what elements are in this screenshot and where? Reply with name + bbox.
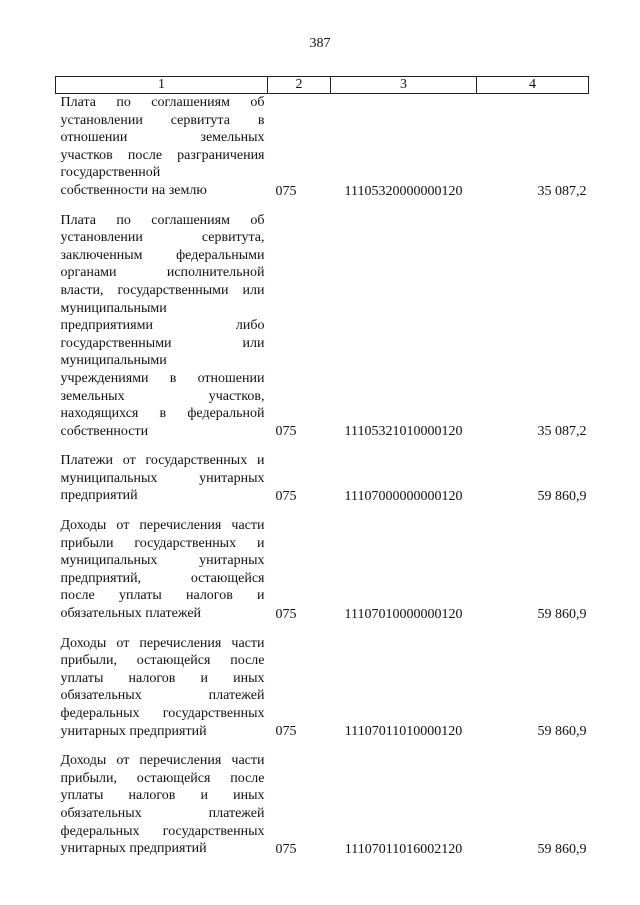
row-name-line: заключенным федеральными — [60, 247, 265, 263]
row-amount: 59 860,9 — [537, 841, 587, 857]
row-name-line: уплаты налогов и иных — [60, 788, 265, 804]
row-name-line: уплаты налогов и иных — [60, 670, 265, 686]
column-header-admin: 2 — [268, 77, 331, 94]
row-name-line: власти, государственными или — [60, 282, 265, 298]
budget-table — [55, 76, 589, 858]
table-header — [56, 77, 589, 94]
row-spacer — [56, 440, 589, 452]
row-name-line: предприятий, остающейся — [60, 570, 265, 586]
row-admin-code: 075 — [275, 724, 297, 740]
row-name-line: государственными или — [60, 335, 265, 351]
row-name-line: прибыли, остающейся после — [60, 653, 265, 669]
row-spacer — [56, 505, 589, 517]
row-name-line: собственности на землю — [60, 182, 207, 198]
row-name-line: предприятий — [60, 488, 138, 504]
row-name-line: муниципальных унитарных — [60, 470, 265, 486]
row-name-line: федеральных государственных — [60, 823, 265, 839]
table-row — [56, 517, 589, 623]
row-classification-code: 11107011016002120 — [344, 841, 463, 857]
row-name-line: прибыли государственных и — [60, 535, 265, 551]
table-row — [56, 635, 589, 741]
row-name-line: обязательных платежей — [60, 805, 265, 821]
row-name-line: Плата по соглашениям об — [60, 212, 265, 228]
column-header-name: 1 — [56, 77, 268, 94]
row-amount: 59 860,9 — [537, 724, 587, 740]
row-classification-code: 11107011010000120 — [344, 724, 463, 740]
row-name-line: прибыли, остающейся после — [60, 770, 265, 786]
row-name — [56, 94, 268, 200]
row-name-line: Плата по соглашениям об — [60, 95, 265, 110]
row-name — [56, 752, 268, 858]
row-name-line: установлении сервитута в — [60, 112, 265, 128]
table-row — [56, 452, 589, 505]
row-name-line: Платежи от государственных и — [60, 453, 265, 469]
row-name-line: отношении земельных — [60, 130, 265, 146]
table-row — [56, 752, 589, 858]
row-name-line: собственности — [60, 423, 149, 439]
row-name-line: земельных участков, — [60, 388, 265, 404]
row-name-line: муниципальными — [60, 300, 167, 316]
row-classification-code: 11107010000000120 — [344, 606, 463, 622]
row-name — [56, 517, 268, 623]
row-spacer — [56, 200, 589, 212]
row-admin-code: 075 — [275, 424, 297, 440]
row-name — [56, 635, 268, 741]
row-amount: 59 860,9 — [537, 606, 587, 622]
row-admin-code: 075 — [275, 489, 297, 505]
table-row — [56, 94, 589, 200]
row-name-line: после уплаты налогов и — [60, 588, 265, 604]
row-spacer — [56, 740, 589, 752]
row-name-line: государственной — [60, 165, 161, 181]
row-classification-code: 11107000000000120 — [344, 489, 463, 505]
row-amount: 35 087,2 — [537, 183, 587, 199]
row-name-line: унитарных предприятий — [60, 841, 207, 857]
row-name-line: Доходы от перечисления части — [60, 518, 265, 534]
row-classification-code: 11105321010000120 — [344, 424, 463, 440]
row-admin-code: 075 — [275, 841, 297, 857]
row-name-line: находящихся в федеральной — [60, 406, 265, 422]
row-name-line: установлении сервитута, — [60, 230, 265, 246]
row-admin-code: 075 — [275, 606, 297, 622]
row-name-line: участков после разграничения — [60, 147, 265, 163]
row-name — [56, 452, 268, 505]
row-name-line: унитарных предприятий — [60, 723, 207, 739]
row-name — [56, 212, 268, 441]
table-body — [56, 94, 589, 858]
row-classification-code: 11105320000000120 — [344, 183, 463, 199]
row-name-line: муниципальными — [60, 353, 167, 369]
row-name-line: федеральных государственных — [60, 706, 265, 721]
row-name-line: обязательных платежей — [60, 688, 265, 704]
row-admin-code: 075 — [275, 183, 297, 199]
row-name-line: обязательных платежей — [60, 606, 202, 622]
table-row — [56, 212, 589, 441]
row-amount: 35 087,2 — [537, 424, 587, 440]
row-name-line: учреждениями в отношении — [60, 370, 265, 386]
row-amount: 59 860,9 — [537, 489, 587, 505]
page-number: 387 — [309, 36, 331, 51]
row-spacer — [56, 623, 589, 635]
row-name-line: муниципальных унитарных — [60, 553, 265, 569]
row-name-line: предприятиями либо — [60, 318, 265, 334]
row-name-line: Доходы от перечисления части — [60, 753, 265, 769]
column-header-amount: 4 — [477, 77, 589, 94]
row-name-line: Доходы от перечисления части — [60, 635, 265, 651]
column-header-code: 3 — [331, 77, 477, 94]
row-name-line: органами исполнительной — [60, 265, 265, 281]
